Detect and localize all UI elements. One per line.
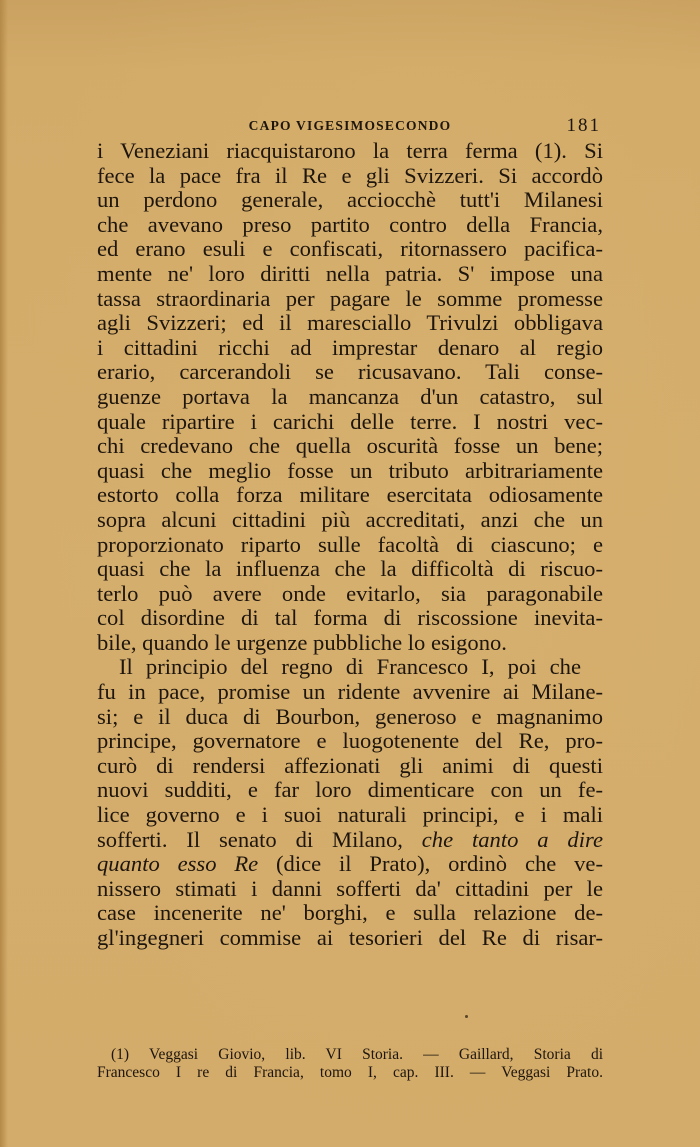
paragraph-start-line: Il principio del regno di Francesco I, poi che: [119, 654, 581, 680]
text-line: sopra alcuni cittadini più accreditati, anzi che un: [97, 506, 603, 532]
text-line: tassa straordinaria per pagare le somme promesse: [97, 285, 603, 311]
text-line-with-italic: [97, 852, 603, 877]
text-line: lice governo e i suoi naturali principi, e i mali: [97, 802, 603, 828]
text-segment: (dice il Prato), ordinò che ve-: [276, 851, 603, 877]
text-segment: sofferti. Il senato di Milano,: [97, 826, 403, 852]
footnote-line: (1) Veggasi Giovio, lib. VI Storia. — Gaillard, Storia di: [111, 1046, 603, 1063]
footnotes: [97, 1046, 603, 1081]
text-line: fece la pace fra il Re e gli Svizzeri. Si accordò: [97, 162, 603, 188]
body-text: [97, 139, 603, 951]
page-gutter-shadow: [0, 0, 8, 1147]
text-line: agli Svizzeri; ed il maresciallo Trivulzi obbligava: [97, 310, 603, 336]
footnote-line: Francesco I re di Francia, tomo I, cap. III. — Veggasi Prato.: [97, 1063, 603, 1081]
text-line: proporzionato riparto sulle facoltà di ciascuno; e: [97, 531, 603, 557]
text-line: chi credevano che quella oscurità fosse un bene;: [97, 433, 603, 459]
text-line: principe, governatore e luogotenente del Re, pro-: [97, 728, 603, 754]
text-line-with-italic: [97, 828, 603, 853]
italic-quote: che tanto a dire: [421, 826, 603, 852]
text-line: terlo può avere onde evitarlo, sia paragonabile: [97, 580, 603, 606]
text-line: un perdono generale, acciocchè tutt'i Milanesi: [97, 187, 603, 213]
page-number: 181: [566, 115, 601, 136]
text-line: case incenerite ne' borghi, e sulla relazione de-: [97, 900, 603, 926]
text-line: che avevano preso partito contro della Francia,: [97, 211, 603, 237]
text-line: quasi che meglio fosse un tributo arbitrariamente: [97, 457, 603, 483]
text-line: ed erano esuli e confiscati, ritornassero pacifica-: [97, 236, 603, 262]
text-line: nissero stimati i danni sofferti da' cittadini per le: [97, 875, 603, 901]
text-line: quale ripartire i carichi delle terre. I nostri vec-: [97, 408, 603, 434]
text-line: nuovi sudditi, e far loro dimenticare con un fe-: [97, 777, 603, 803]
text-line: si; e il duca di Bourbon, generoso e magnanimo: [97, 703, 603, 729]
text-line: curò di rendersi affezionati gli animi di questi: [97, 752, 603, 778]
text-line: mente ne' loro diritti nella patria. S' impose una: [97, 260, 603, 286]
text-line: i Veneziani riacquistarono la terra ferma (1). Si: [97, 138, 603, 163]
running-header: [97, 115, 603, 137]
text-line: col disordine di tal forma di riscossione inevita-: [97, 605, 603, 631]
text-line: i cittadini ricchi ad imprestar denaro al regio: [97, 334, 603, 360]
italic-quote: quanto esso Re: [97, 851, 259, 877]
text-line: fu in pace, promise un ridente avvenire ai Milane-: [97, 679, 603, 705]
text-line: gl'ingegneri commise ai tesorieri del Re di risar-: [97, 925, 603, 950]
paper-speck: [465, 1015, 468, 1018]
text-line: guenze portava la mancanza d'un catastro, sul: [97, 383, 603, 409]
paragraph-end-line: bile, quando le urgenze pubbliche lo esigono.: [97, 629, 507, 655]
text-line: estorto colla forza militare esercitata odiosamente: [97, 482, 603, 508]
text-line: quasi che la influenza che la difficoltà di riscuo-: [97, 556, 603, 582]
text-line: erario, carcerandoli se ricusavano. Tali conse-: [97, 359, 603, 385]
running-title: CAPO VIGESIMOSECONDO: [248, 118, 452, 133]
